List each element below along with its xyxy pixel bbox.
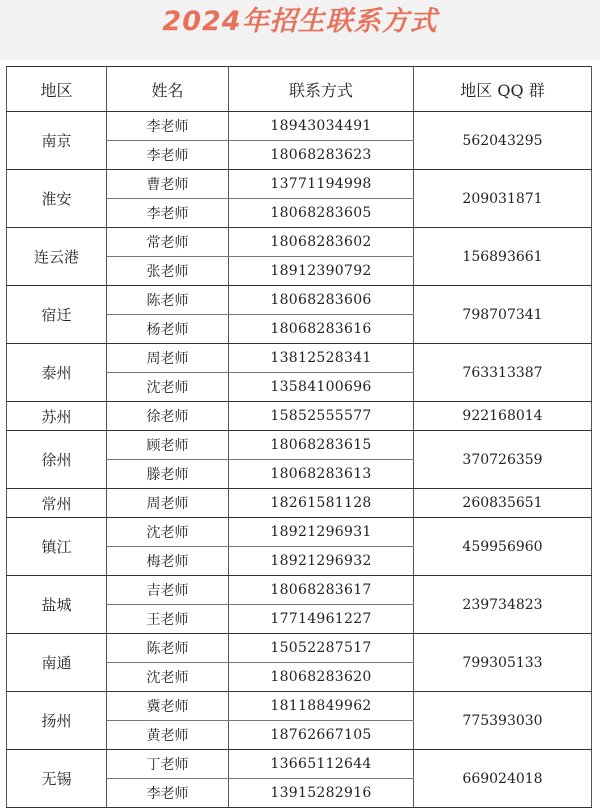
qq-group-cell: 239734823 [414, 576, 592, 634]
table-row [7, 112, 592, 141]
qq-group-cell: 799305133 [414, 634, 592, 692]
phone-number-cell: 18261581128 [229, 489, 414, 518]
table-row [7, 431, 592, 460]
phone-number-cell: 17714961227 [229, 605, 414, 634]
table-row [7, 286, 592, 315]
phone-number-cell: 13665112644 [229, 750, 414, 779]
contact-table [6, 66, 592, 808]
teacher-name-cell: 杨老师 [107, 315, 229, 344]
teacher-name-cell: 沈老师 [107, 663, 229, 692]
table-row [7, 402, 592, 431]
phone-number-cell: 13771194998 [229, 170, 414, 199]
region-cell: 南通 [7, 634, 107, 692]
table-row [7, 750, 592, 779]
region-cell: 苏州 [7, 402, 107, 431]
table-row [7, 576, 592, 605]
teacher-name-cell: 曹老师 [107, 170, 229, 199]
region-cell: 徐州 [7, 431, 107, 489]
phone-number-cell: 18068283606 [229, 286, 414, 315]
teacher-name-cell: 李老师 [107, 141, 229, 170]
region-cell: 无锡 [7, 750, 107, 808]
phone-number-cell: 18068283620 [229, 663, 414, 692]
qq-group-cell: 922168014 [414, 402, 592, 431]
title-bar [0, 0, 600, 60]
teacher-name-cell: 沈老师 [107, 518, 229, 547]
phone-number-cell: 18068283615 [229, 431, 414, 460]
phone-number-cell: 15852555577 [229, 402, 414, 431]
teacher-name-cell: 顾老师 [107, 431, 229, 460]
region-cell: 连云港 [7, 228, 107, 286]
teacher-name-cell: 沈老师 [107, 373, 229, 402]
teacher-name-cell: 李老师 [107, 112, 229, 141]
header-qq-group: 地区 QQ 群 [414, 67, 592, 112]
teacher-name-cell: 陈老师 [107, 286, 229, 315]
qq-group-cell: 370726359 [414, 431, 592, 489]
table-row [7, 344, 592, 373]
phone-number-cell: 18068283602 [229, 228, 414, 257]
teacher-name-cell: 徐老师 [107, 402, 229, 431]
region-cell: 淮安 [7, 170, 107, 228]
teacher-name-cell: 周老师 [107, 344, 229, 373]
qq-group-cell: 209031871 [414, 170, 592, 228]
header-region: 地区 [7, 67, 107, 112]
teacher-name-cell: 滕老师 [107, 460, 229, 489]
teacher-name-cell: 冀老师 [107, 692, 229, 721]
phone-number-cell: 13584100696 [229, 373, 414, 402]
teacher-name-cell: 陈老师 [107, 634, 229, 663]
region-cell: 常州 [7, 489, 107, 518]
region-cell: 宿迁 [7, 286, 107, 344]
teacher-name-cell: 丁老师 [107, 750, 229, 779]
table-row [7, 228, 592, 257]
phone-number-cell: 15052287517 [229, 634, 414, 663]
phone-number-cell: 18912390792 [229, 257, 414, 286]
teacher-name-cell: 黄老师 [107, 721, 229, 750]
region-cell: 盐城 [7, 576, 107, 634]
region-cell: 扬州 [7, 692, 107, 750]
table-row [7, 692, 592, 721]
teacher-name-cell: 王老师 [107, 605, 229, 634]
qq-group-cell: 459956960 [414, 518, 592, 576]
phone-number-cell: 18068283623 [229, 141, 414, 170]
qq-group-cell: 775393030 [414, 692, 592, 750]
qq-group-cell: 562043295 [414, 112, 592, 170]
phone-number-cell: 18118849962 [229, 692, 414, 721]
qq-group-cell: 156893661 [414, 228, 592, 286]
teacher-name-cell: 李老师 [107, 199, 229, 228]
qq-group-cell: 798707341 [414, 286, 592, 344]
header-name: 姓名 [107, 67, 229, 112]
header-contact: 联系方式 [229, 67, 414, 112]
table-header-row [7, 67, 592, 112]
phone-number-cell: 18068283617 [229, 576, 414, 605]
phone-number-cell: 18068283605 [229, 199, 414, 228]
region-cell: 泰州 [7, 344, 107, 402]
table-row [7, 170, 592, 199]
page-title: 2024年招生联系方式 [162, 6, 438, 37]
table-row [7, 489, 592, 518]
phone-number-cell: 18921296931 [229, 518, 414, 547]
teacher-name-cell: 常老师 [107, 228, 229, 257]
table-body [7, 112, 592, 808]
table-row [7, 634, 592, 663]
phone-number-cell: 13915282916 [229, 779, 414, 808]
phone-number-cell: 18068283613 [229, 460, 414, 489]
phone-number-cell: 18921296932 [229, 547, 414, 576]
qq-group-cell: 260835651 [414, 489, 592, 518]
teacher-name-cell: 吉老师 [107, 576, 229, 605]
phone-number-cell: 13812528341 [229, 344, 414, 373]
teacher-name-cell: 李老师 [107, 779, 229, 808]
region-cell: 南京 [7, 112, 107, 170]
teacher-name-cell: 梅老师 [107, 547, 229, 576]
teacher-name-cell: 周老师 [107, 489, 229, 518]
qq-group-cell: 763313387 [414, 344, 592, 402]
region-cell: 镇江 [7, 518, 107, 576]
phone-number-cell: 18762667105 [229, 721, 414, 750]
phone-number-cell: 18943034491 [229, 112, 414, 141]
qq-group-cell: 669024018 [414, 750, 592, 808]
teacher-name-cell: 张老师 [107, 257, 229, 286]
table-row [7, 518, 592, 547]
phone-number-cell: 18068283616 [229, 315, 414, 344]
